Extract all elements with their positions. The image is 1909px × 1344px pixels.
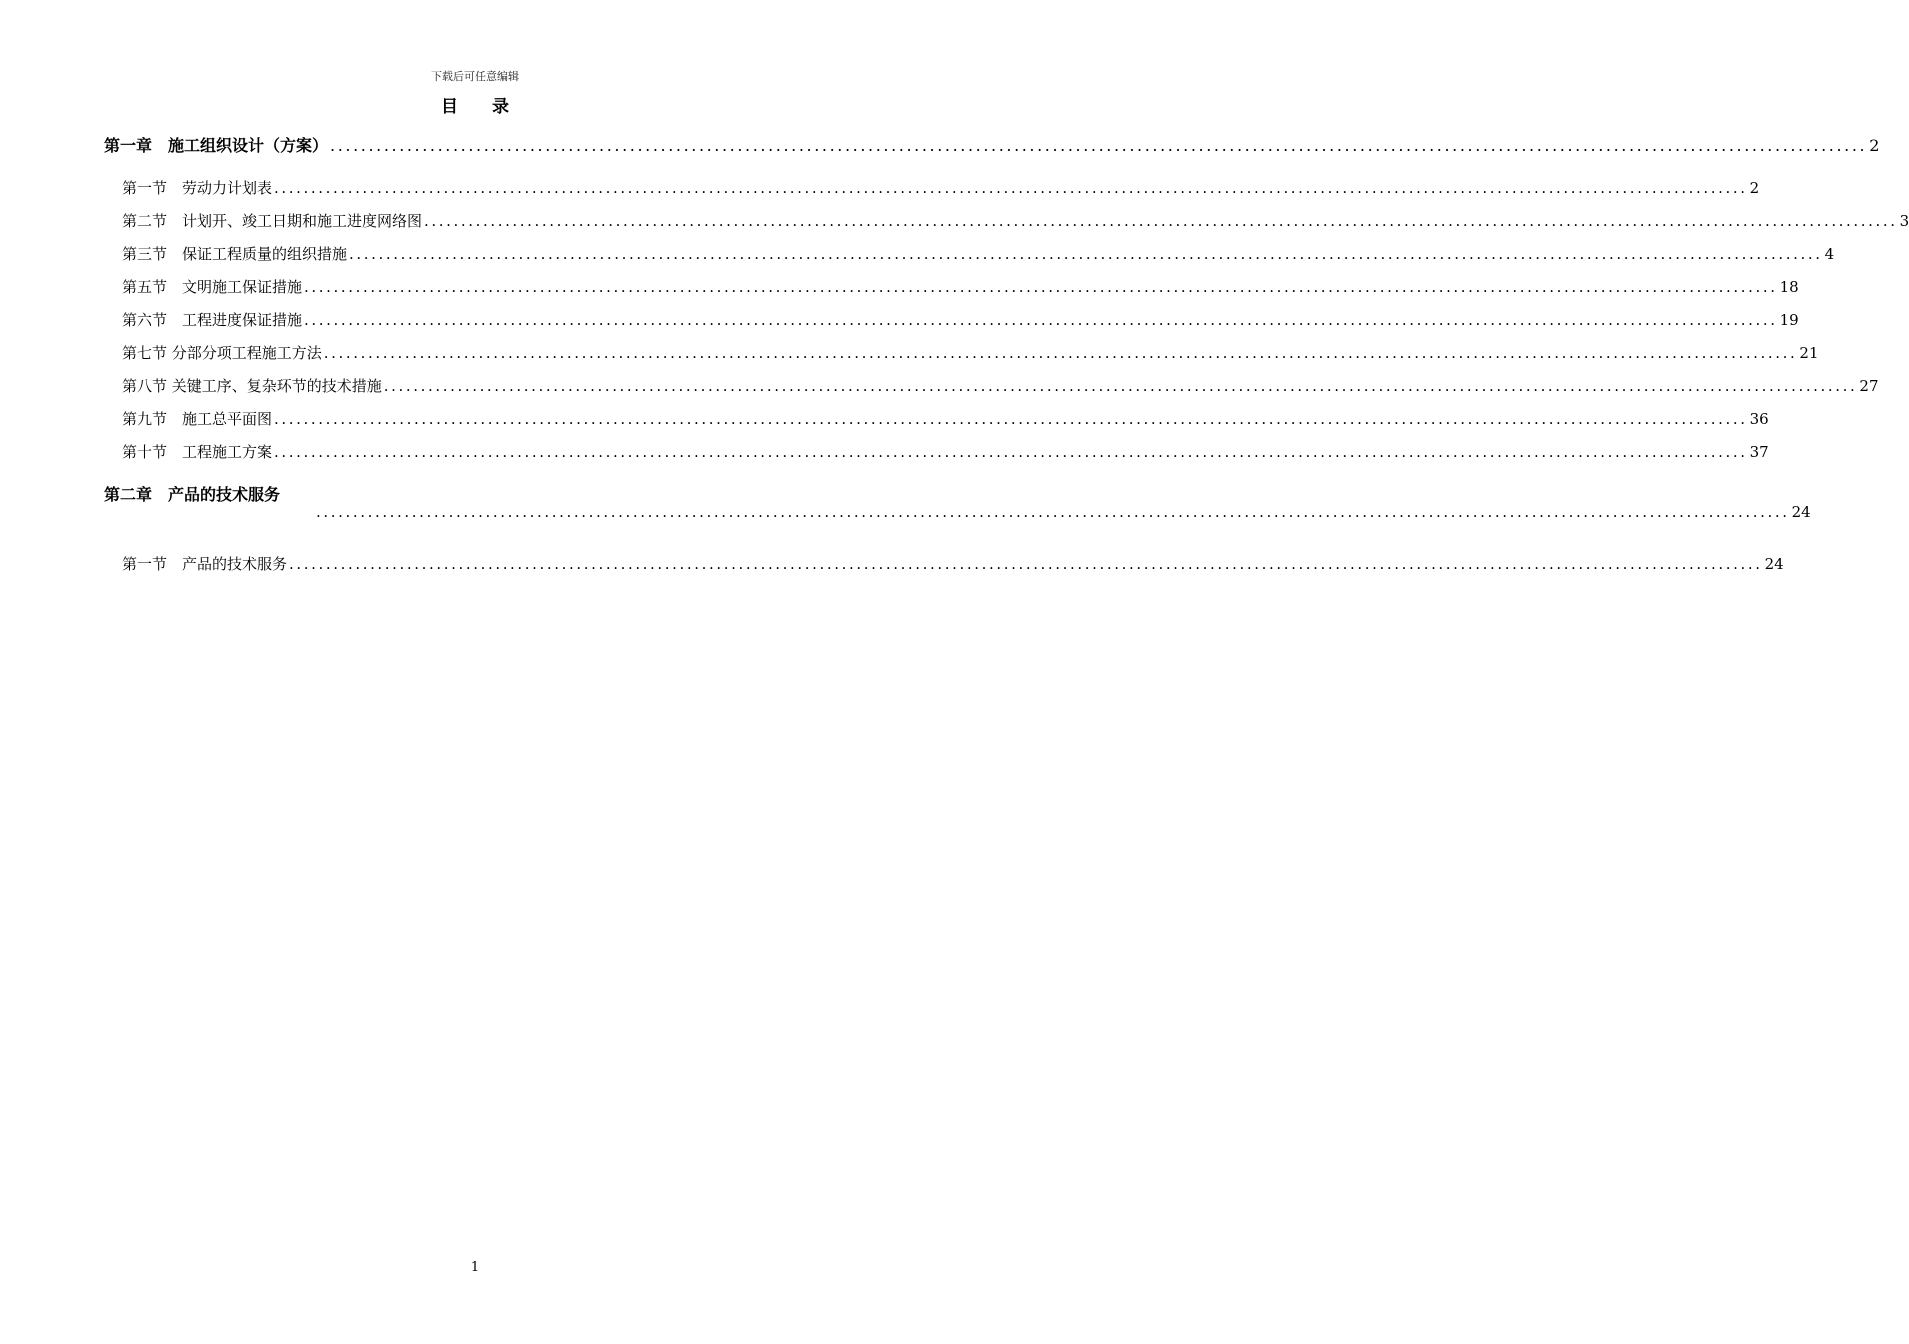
toc-entry-page: 18 (1779, 278, 1799, 296)
dot-leader: ........................................................................................................................................................................................................ (349, 245, 1823, 263)
toc-section[interactable] (122, 407, 1769, 429)
toc-section[interactable] (122, 242, 1835, 264)
toc-entry-label: 第七节 分部分项工程施工方法 (122, 344, 322, 362)
toc-entry-label: 第八节 关键工序、复杂环节的技术措施 (122, 377, 382, 395)
toc-entry-page: 27 (1859, 377, 1879, 395)
toc-entry-page: 2 (1749, 179, 1760, 197)
toc-section[interactable] (122, 308, 1799, 330)
toc-entry-page: 24 (1791, 503, 1811, 521)
toc-entry-page: 24 (1764, 555, 1784, 573)
toc-entry-label: 第一节 产品的技术服务 (122, 555, 288, 573)
toc-entry-page: 3 (1899, 212, 1909, 230)
toc-section[interactable] (122, 176, 1760, 198)
dot-leader: ........................................................................................................................................................................................................ (274, 410, 1748, 428)
toc-entry-label: 第三节 保证工程质量的组织措施 (122, 245, 348, 263)
dot-leader: ........................................................................................................................................................................................................ (323, 344, 1798, 362)
dot-leader: ........................................................................................................................................................................................................ (330, 136, 1868, 155)
toc-chapter-2-leader-line[interactable] (314, 500, 1811, 522)
dot-leader: ........................................................................................................................................................................................................ (304, 278, 1778, 296)
dot-leader: ........................................................................................................................................................................................................ (274, 179, 1748, 197)
toc-chapter-2[interactable]: 第二章 产品的技术服务 (104, 485, 281, 504)
dot-leader: ........................................................................................................................................................................................................ (289, 555, 1763, 573)
toc-chapter-1[interactable] (104, 134, 1880, 156)
dot-leader: ........................................................................................................................................................................................................ (274, 443, 1748, 461)
toc-entry-page: 2 (1869, 136, 1880, 155)
dot-leader: ........................................................................................................................................................................................................ (424, 212, 1898, 230)
dot-leader: ........................................................................................................................................................................................................ (316, 503, 1790, 521)
toc-entry-page: 37 (1749, 443, 1769, 461)
dot-leader: ........................................................................................................................................................................................................ (304, 311, 1778, 329)
toc-section[interactable] (122, 341, 1819, 363)
toc-section[interactable] (122, 374, 1879, 396)
toc-section[interactable] (122, 209, 1909, 231)
toc-entry-label: 第九节 施工总平面图 (122, 410, 273, 428)
toc-entry-label: 第六节 工程进度保证措施 (122, 311, 303, 329)
toc-section[interactable] (122, 275, 1799, 297)
toc-entry-page: 19 (1779, 311, 1799, 329)
toc-entry-page: 4 (1824, 245, 1835, 263)
dot-leader: ........................................................................................................................................................................................................ (383, 377, 1858, 395)
toc-entry-page: 21 (1799, 344, 1819, 362)
toc-entry-label: 第五节 文明施工保证措施 (122, 278, 303, 296)
toc-entry-label: 第一章 施工组织设计（方案） (104, 136, 329, 155)
header-note: 下载后可任意编辑 (431, 70, 519, 83)
toc-entry-label: 第一节 劳动力计划表 (122, 179, 273, 197)
toc-entry-page: 36 (1749, 410, 1769, 428)
footer-page-number: 1 (470, 1260, 480, 1275)
toc-entry-label: 第二节 计划开、竣工日期和施工进度网络图 (122, 212, 423, 230)
toc-entry-label: 第十节 工程施工方案 (122, 443, 273, 461)
toc-section[interactable] (122, 440, 1769, 462)
toc-section[interactable] (122, 552, 1784, 574)
toc-title: 目 录 (441, 97, 523, 117)
